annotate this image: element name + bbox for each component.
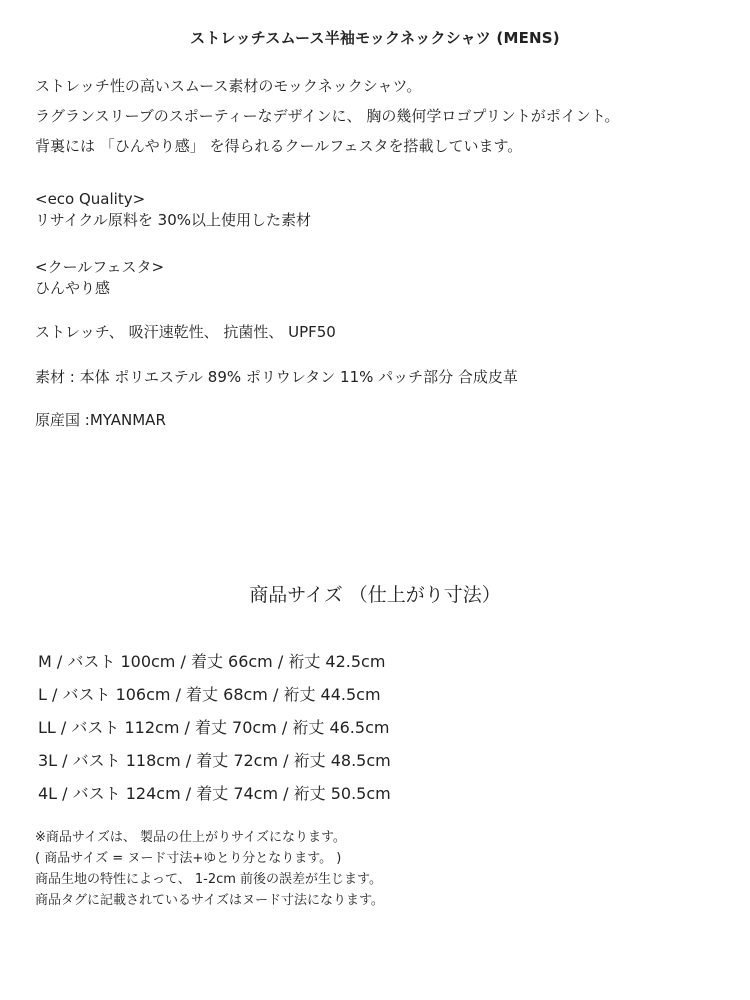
size-notes: [35, 827, 384, 911]
cool-festa-text: ひんやり感: [35, 279, 111, 297]
cool-festa-heading: <クールフェスタ>: [35, 258, 165, 276]
description-line: ストレッチ性の高いスムース素材のモックネックシャツ。: [35, 77, 422, 95]
product-description: [35, 75, 735, 165]
description-line: 背裏には 「ひんやり感」 を得られるクールフェスタを搭載しています。: [35, 137, 523, 155]
eco-quality-text: リサイクル原料を 30%以上使用した素材: [35, 211, 312, 229]
note-line: 商品生地の特性によって、 1-2cm 前後の誤差が生じます。: [35, 872, 383, 887]
eco-quality-section: [35, 189, 311, 231]
note-line: ※商品サイズは、 製品の仕上がりサイズになります。: [35, 830, 346, 845]
material-text: 素材 : 本体 ポリエステル 89% ポリウレタン 11% パッチ部分 合成皮革: [35, 368, 518, 386]
eco-quality-heading: <eco Quality>: [35, 190, 146, 208]
size-list: [38, 645, 391, 810]
size-row: LL / バスト 112cm / 着丈 70cm / 裄丈 46.5cm: [38, 718, 390, 737]
cool-festa-section: [35, 257, 164, 299]
size-row: L / バスト 106cm / 着丈 68cm / 裄丈 44.5cm: [38, 685, 381, 704]
size-row: 3L / バスト 118cm / 着丈 72cm / 裄丈 48.5cm: [38, 751, 391, 770]
origin-text: 原産国 :MYANMAR: [35, 411, 166, 429]
size-row: M / バスト 100cm / 着丈 66cm / 裄丈 42.5cm: [38, 652, 386, 671]
note-line: 商品タグに記載されているサイズはヌード寸法になります。: [35, 893, 384, 908]
size-row: 4L / バスト 124cm / 着丈 74cm / 裄丈 50.5cm: [38, 784, 391, 803]
description-line: ラグランスリーブのスポーティーなデザインに、 胸の幾何学ロゴプリントがポイント。: [35, 107, 620, 125]
size-heading: 商品サイズ （仕上がり寸法）: [249, 584, 501, 606]
features-text: ストレッチ、 吸汗速乾性、 抗菌性、 UPF50: [35, 323, 336, 341]
product-title: ストレッチスムース半袖モックネックシャツ (MENS): [190, 29, 560, 47]
note-line: ( 商品サイズ = ヌード寸法+ゆとり分となります。 ): [35, 851, 342, 866]
